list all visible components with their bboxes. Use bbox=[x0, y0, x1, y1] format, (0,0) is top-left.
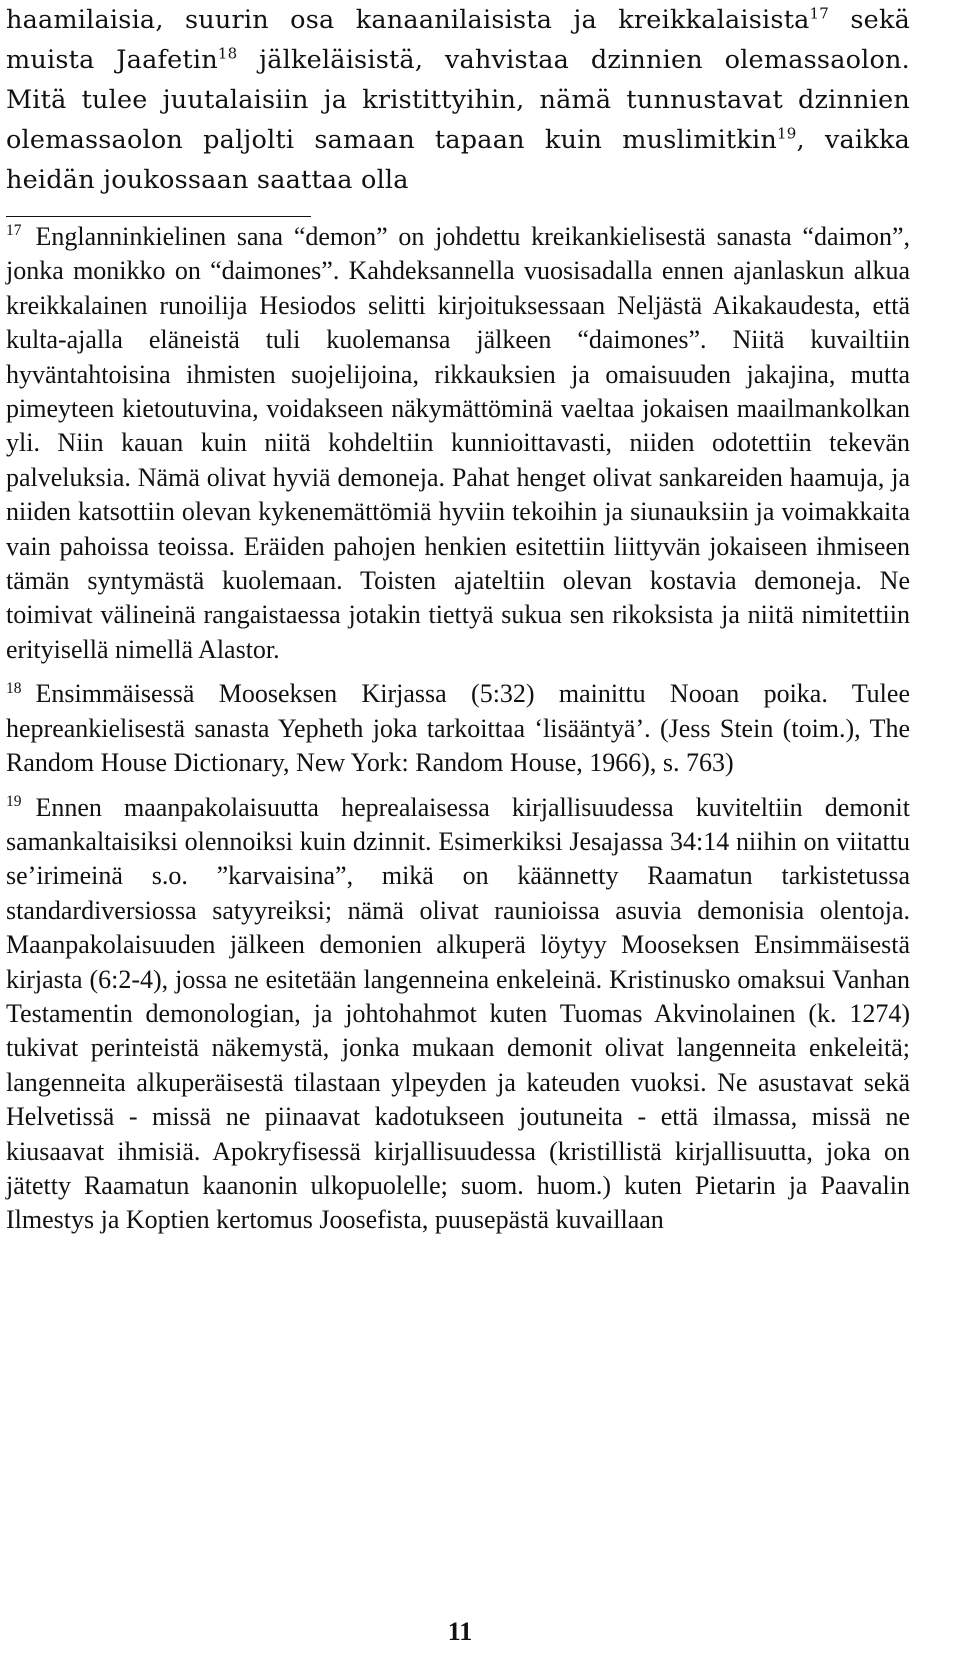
footnote-separator bbox=[6, 216, 311, 217]
footnote-ref-18[interactable]: 18 bbox=[217, 44, 238, 63]
footnote-number: 18 bbox=[6, 679, 22, 697]
body-text-segment: haamilaisia, suurin osa kanaanilaisista ja kreikkalaisista bbox=[6, 5, 810, 35]
footnote-text: Ensimmäisessä Mooseksen Kirjassa (5:32) mainittu Nooan poika. Tulee hepreankielisestä sanasta Yepheth joka tarkoittaa ‘lisääntyä’. (Jess Stein (toim.), The Random House Dictionary, New York: Random House, 1966), s. 763) bbox=[6, 679, 910, 778]
page-number: 11 bbox=[447, 1617, 473, 1646]
footnote-text: Ennen maanpakolaisuutta heprealaisessa kirjallisuudessa kuviteltiin demonit samankaltaisiksi olennoiksi kuin dzinnit. Esimerkiksi Jesajassa 34:14 niihin on viitattu se’irimeinä s.o. ”karvaisina”, mikä on käännetty Raamatun tarkistetussa standardiversiossa satyyreiksi; nämä olivat raunioissa asuvia demonisia olentoja. Maanpakolaisuuden jälkeen demonien alkuperä löytyy Mooseksen Ensimmäisestä kirjasta (6:2-4), jossa ne esitetään langenneina enkeleinä. Kristinusko omaksui Vanhan Testamentin demonologian, ja johtohahmot kuten Tuomas Akvinolainen (k. 1274) tukivat perinteistä näkemystä, jonka mukaan demonit olivat langenneita enkeleitä; langenneita alkuperäisestä tilastaan ylpeyden ja kateuden vuoksi. Ne asustavat sekä Helvetissä - missä ne piinaavat kadotukseen joutuneita - että ilmassa, missä ne kiusaavat ihmisiä. Apokryfisessä kirjallisuudessa (kristillistä kirjallisuutta, joka on jätetty Raamatun kaanonin ulkopuolelle; suom. huom.) kuten Pietarin ja Paavalin Ilmestys ja Koptien kertomus Joosefista, puusepästä kuvaillaan bbox=[6, 792, 910, 1235]
document-page bbox=[6, 0, 910, 1238]
footnote-ref-17[interactable]: 17 bbox=[809, 4, 830, 23]
body-text-segment: jälkeläisistä, vahvistaa dzinnien olemassaolon. Mitä tulee juutalaisiin ja kristittyihin, nämä tunnustavat dzinnien olemassaolon paljolti samaan tapaan kuin muslimitkin bbox=[6, 45, 910, 155]
footnote-ref-19[interactable]: 19 bbox=[777, 124, 797, 143]
footnote-17 bbox=[6, 220, 910, 667]
body-text-segment: sekä muista Jaafetin bbox=[6, 5, 911, 75]
footnote-number: 19 bbox=[6, 792, 22, 810]
footnote-19 bbox=[6, 791, 910, 1238]
footnote-18 bbox=[6, 677, 910, 780]
footnote-text: Englanninkielinen sana “demon” on johdettu kreikankielisestä sanasta “daimon”, jonka monikko on “daimones”. Kahdeksannella vuosisadalla ennen ajanlaskun alkua kreikkalainen runoilija Hesiodos selitti kirjoituksessaan Neljästä Aikakaudesta, että kulta-ajalla eläneistä tuli kuolemansa jälkeen “daimones”. Niitä kuvailtiin hyväntahtoisina ihmisten suojelijoina, rikkauksien ja omaisuuden jakajina, mutta pimeyteen kietoutuvina, voidakseen näkymättöminä vaeltaa jokaisen maailmankolkan yli. Niin kauan kuin niitä kohdeltiin kunnioittavasti, niiden odotettiin tekevän palveluksia. Nämä olivat hyviä demoneja. Pahat henget olivat sankareiden haamuja, ja niiden katsottiin olevan kykenemättömiä hyviin tekoihin ja siunauksiin ja voimakkaita vain pahoissa teoissa. Eräiden pahojen henkien esitettiin liittyvän jokaiseen ihmiseen tämän syntymästä kuolemaan. Toisten ajateltiin olevan kostavia demoneja. Ne toimivat välineinä rangaistaessa jotakin tiettyä sukua sen rikoksista ja niitä nimitettiin erityisellä nimellä Alastor. bbox=[6, 222, 910, 664]
footnote-number: 17 bbox=[6, 222, 22, 240]
body-text-segment: , vaikka heidän joukossaan saattaa olla bbox=[6, 125, 910, 195]
body-paragraph bbox=[6, 0, 910, 200]
